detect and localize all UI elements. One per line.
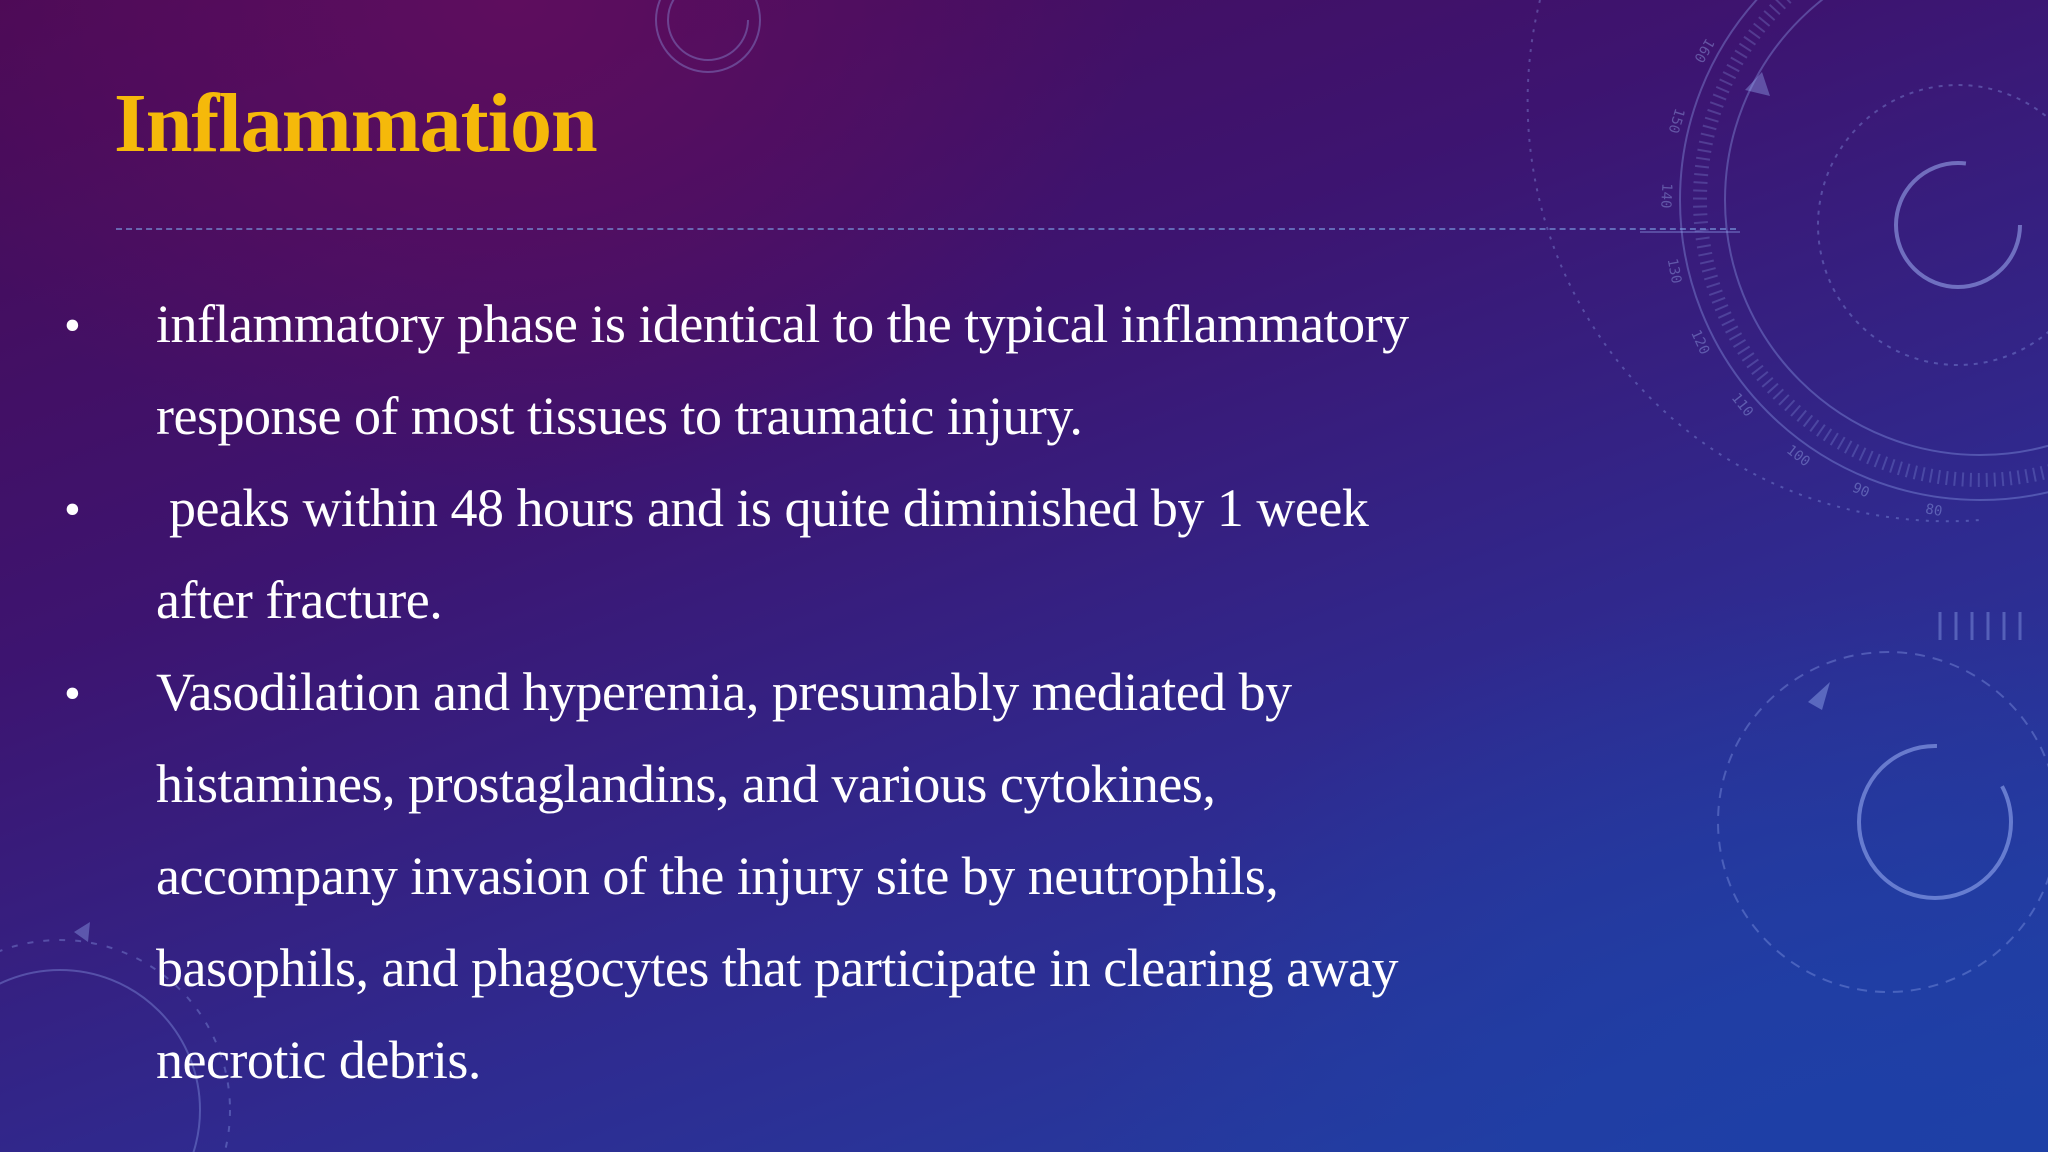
bullet-line: peaks within 48 hours and is quite diminished by 1 week [156,478,1369,538]
bullet-line: histamines, prostaglandins, and various cytokines, [156,754,1216,814]
bullet-line: inflammatory phase is identical to the typical inflammatory [156,294,1409,354]
bullet-item [60,278,1500,462]
bullet-line: Vasodilation and hyperemia, presumably mediated by [156,662,1292,722]
bullet-marker: • [64,667,81,720]
dial-number: 140 [1657,182,1675,209]
bullet-line: after fracture. [156,570,443,630]
dial-number-labels [1657,35,1943,520]
right-lower-ring [1718,652,2048,992]
bullet-line: necrotic debris. [156,1030,481,1090]
dial-number: 130 [1663,257,1685,285]
dial-number: 160 [1690,35,1718,66]
top-small-ring [656,0,760,72]
dial-number: 80 [1924,501,1944,521]
top-right-arrowhead [1745,72,1770,96]
dial-number: 110 [1727,390,1757,421]
dial-outer-ring [1680,0,2048,500]
bullet-line: accompany invasion of the injury site by neutrophils, [156,846,1279,906]
bullet-item [60,646,1500,1106]
bullet-item [60,462,1500,646]
bullet-marker: • [64,299,81,352]
dial-number: 100 [1783,442,1813,471]
dial-number: 120 [1687,327,1713,358]
dial-mid-ring [1725,0,2048,455]
bullet-marker: • [64,483,81,536]
dial-core-ring [1896,163,2020,287]
right-arrowhead [1808,682,1830,710]
dial-tick-ring [1700,0,2048,480]
right-bar-ticks [1940,612,2020,640]
dial-number: 150 [1664,106,1688,136]
slide-title: Inflammation [114,77,597,170]
dial-inner-ring [1818,85,2048,365]
dial-arc-sweep [1528,0,1980,521]
title-divider [116,228,1736,230]
dial-number: 90 [1849,479,1872,502]
bullet-line: response of most tissues to traumatic injury. [156,386,1083,446]
top-small-ring-inner [668,0,748,60]
right-lower-ring-inner [1859,746,2011,898]
bullet-line: basophils, and phagocytes that participate in clearing away [156,938,1399,998]
bullet-list [60,278,1500,1106]
